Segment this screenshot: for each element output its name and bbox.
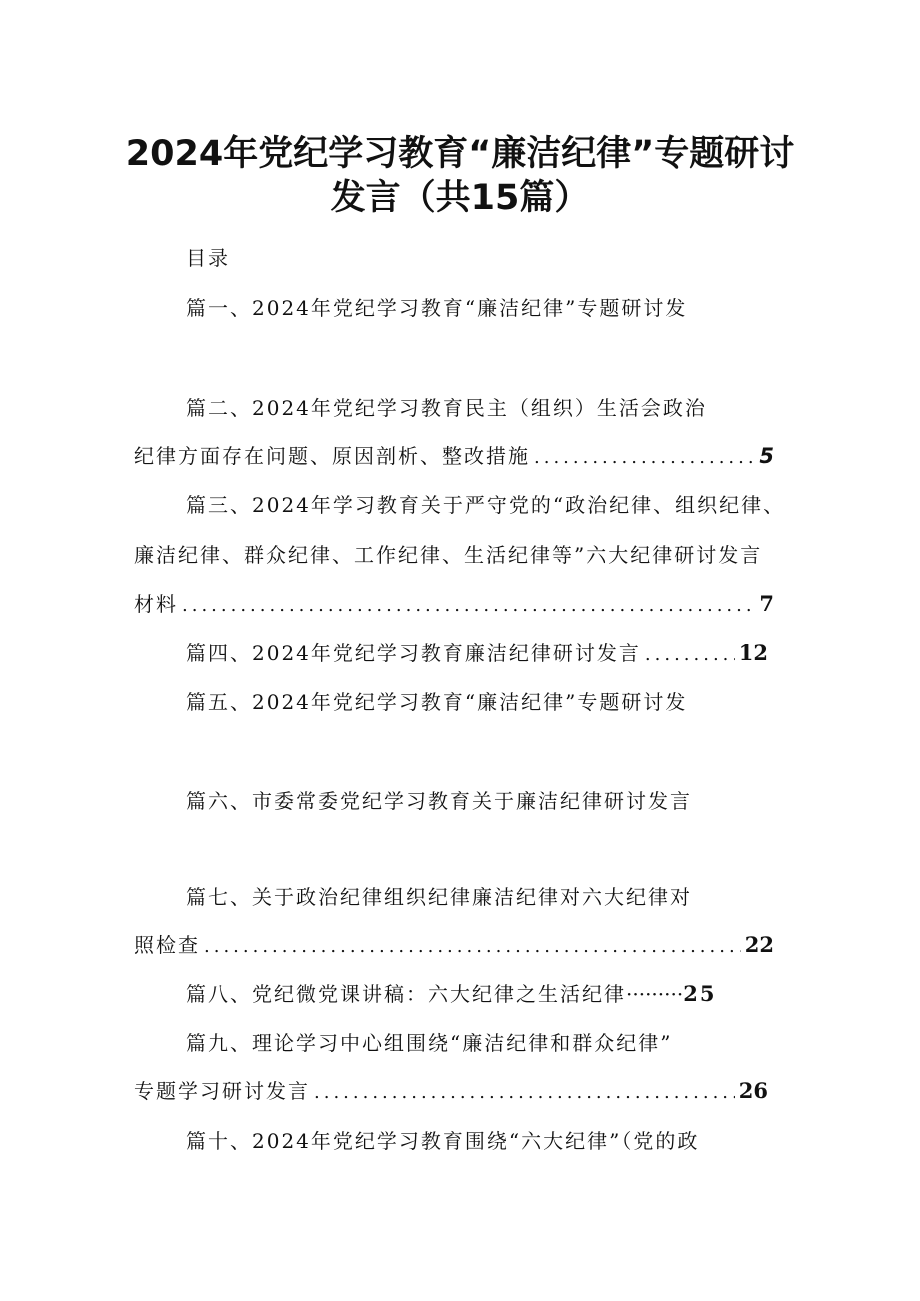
- toc-entry-1[interactable]: 篇一、2024年党纪学习教育“廉洁纪律”专题研讨发: [186, 296, 688, 320]
- toc-page-number: 25: [683, 981, 717, 1006]
- toc-entry-2-line-2[interactable]: [134, 443, 774, 471]
- dot-leader: [182, 593, 755, 619]
- toc-entry-3-line-2[interactable]: 廉洁纪律、群众纪律、工作纪律、生活纪律等”六大纪律研讨发言: [134, 543, 763, 567]
- toc-entry-8[interactable]: [186, 981, 716, 1007]
- toc-page-number: 5: [759, 444, 774, 468]
- toc-page-number: 22: [744, 932, 774, 957]
- dot-leader: [314, 1080, 735, 1106]
- toc-entry-text: 篇八、党纪微党课讲稿：六大纪律之生活纪律: [186, 982, 626, 1006]
- toc-entry-7-line-2[interactable]: [134, 932, 774, 960]
- toc-entry-3-line-1[interactable]: 篇三、2024年学习教育关于严守党的“政治纪律、组织纪律、: [186, 493, 786, 517]
- toc-entry-5[interactable]: 篇五、2024年党纪学习教育“廉洁纪律”专题研讨发: [186, 690, 688, 714]
- toc-entry-text: 照检查: [134, 933, 200, 957]
- dot-leader: [204, 934, 741, 960]
- toc-entry-9-line-1[interactable]: 篇九、理论学习中心组围绕“廉洁纪律和群众纪律”: [186, 1031, 673, 1055]
- toc-entry-6[interactable]: 篇六、市委常委党纪学习教育关于廉洁纪律研讨发言: [186, 789, 692, 813]
- toc-entry-9-line-2[interactable]: [134, 1078, 768, 1106]
- toc-entry-7-line-1[interactable]: 篇七、关于政治纪律组织纪律廉洁纪律对六大纪律对: [186, 885, 692, 909]
- toc-entry-text: 专题学习研讨发言: [134, 1079, 310, 1103]
- toc-entry-text: 篇四、2024年党纪学习教育廉洁纪律研讨发言: [186, 641, 641, 665]
- toc-page-number: 12: [738, 640, 768, 665]
- toc-heading: 目录: [186, 246, 230, 270]
- dot-leader: [645, 642, 735, 668]
- document-title-line-1: 2024年党纪学习教育“廉洁纪律”专题研讨: [125, 134, 795, 174]
- toc-entry-3-line-3[interactable]: [134, 591, 774, 619]
- toc-entry-text: 纪律方面存在问题、原因剖析、整改措施: [134, 444, 530, 468]
- dot-leader: ·········: [626, 982, 684, 1006]
- document-title-line-2: 发言（共15篇）: [330, 178, 590, 218]
- toc-entry-2-line-1[interactable]: 篇二、2024年党纪学习教育民主（组织）生活会政治: [186, 396, 707, 420]
- toc-entry-4[interactable]: [186, 640, 768, 668]
- toc-entry-text: 材料: [134, 592, 178, 616]
- dot-leader: [534, 445, 755, 471]
- toc-page-number: 7: [759, 591, 774, 616]
- toc-page-number: 26: [738, 1078, 768, 1103]
- toc-entry-10[interactable]: 篇十、2024年党纪学习教育围绕“六大纪律”（党的政: [186, 1129, 700, 1153]
